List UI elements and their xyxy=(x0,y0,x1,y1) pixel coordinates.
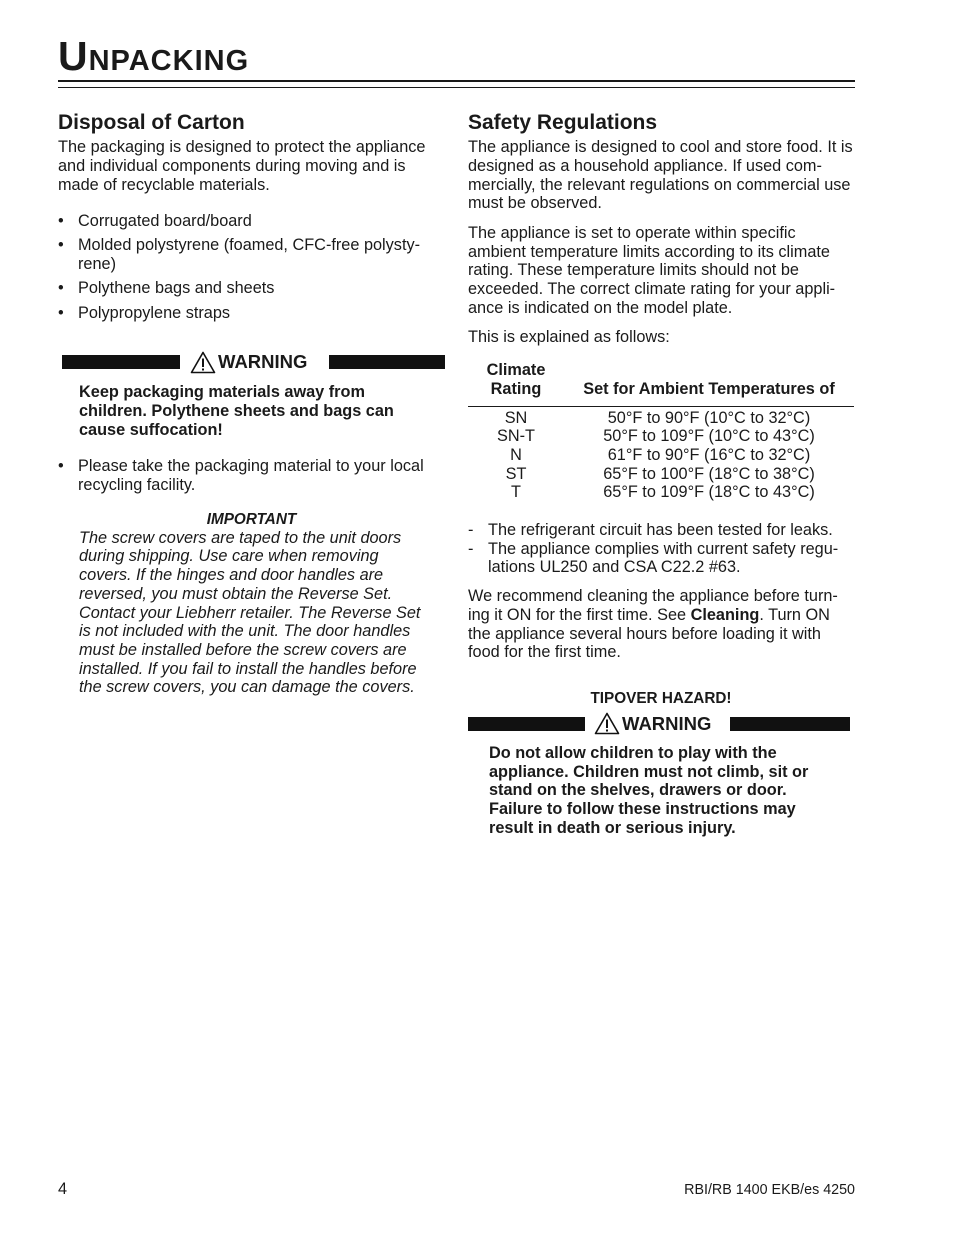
warning-banner xyxy=(58,350,446,374)
materials-list xyxy=(58,212,446,322)
rating-cell: SN xyxy=(504,408,528,427)
list-item-text: The refrigerant circuit has been tested for leaks. xyxy=(488,521,833,540)
table-header-row xyxy=(468,361,854,406)
warning-triangle-icon xyxy=(594,712,620,735)
warning-bar-left xyxy=(468,717,585,731)
list-item-text: Polythene bags and sheets xyxy=(78,279,275,298)
table-row xyxy=(468,483,854,502)
page-title: Unpacking xyxy=(58,33,250,79)
tipover-heading: TIPOVER HAZARD! xyxy=(590,689,732,707)
rating-cell: ST xyxy=(505,464,527,483)
cleaning-paragraph: We recommend cleaning the appliance before turn- ing it ON for the first time. See Cleaning. Turn ON the appliance several hours before loading it with food for the first time. xyxy=(468,587,838,662)
recycle-list xyxy=(58,457,446,494)
tipover-warning-text: Do not allow children to play with the appliance. Children must not climb, sit or stand on the shelves, drawers or door. Failure to follow these instructions may result in death or serious injury. xyxy=(489,743,809,837)
list-item-text: Molded polystyrene (foamed, CFC-free polysty- rene) xyxy=(78,236,421,274)
range-cell: 65°F to 100°F (18°C to 38°C) xyxy=(603,464,815,483)
range-cell: 65°F to 109°F (18°C to 43°C) xyxy=(603,483,815,502)
table-row xyxy=(468,406,854,427)
range-cell: 61°F to 90°F (16°C to 32°C) xyxy=(607,445,811,464)
title-rule-secondary xyxy=(58,87,855,88)
disposal-heading: Disposal of Carton xyxy=(58,111,245,134)
safety-heading: Safety Regulations xyxy=(468,111,658,134)
important-note xyxy=(79,511,424,697)
page-number: 4 xyxy=(58,1180,68,1198)
list-item-text: The appliance complies with current safety regu- lations UL250 and CSA C22.2 #63. xyxy=(488,539,839,577)
notes-list xyxy=(468,521,854,577)
rating-cell: N xyxy=(510,445,522,464)
title-rule xyxy=(58,80,855,82)
list-item: - The refrigerant circuit has been tested for leaks. xyxy=(468,521,833,540)
warning-bar-right xyxy=(730,717,850,731)
range-cell: 50°F to 109°F (10°C to 43°C) xyxy=(603,427,815,446)
list-item: - The appliance complies with current safety regu- lations UL250 and CSA C22.2 #63. xyxy=(468,539,839,577)
left-column xyxy=(58,111,446,697)
warning-bar-left xyxy=(62,355,180,369)
important-heading: IMPORTANT xyxy=(206,510,297,528)
list-item-text: Polypropylene straps xyxy=(78,303,231,322)
warning-bar-right xyxy=(329,355,445,369)
climate-table xyxy=(468,361,854,502)
table-row xyxy=(468,427,854,446)
rating-cell: T xyxy=(511,483,521,502)
warning-label: WARNING xyxy=(218,351,308,373)
list-item: • Polypropylene straps xyxy=(58,303,231,322)
safety-paragraph-3: This is explained as follows: xyxy=(468,328,670,347)
tipover-warning-banner xyxy=(468,712,854,736)
table-row xyxy=(468,446,854,465)
list-item: • Corrugated board/board xyxy=(58,212,252,231)
list-item: • Please take the packaging material to your local recycling facility. xyxy=(58,457,424,495)
table-row xyxy=(468,465,854,484)
warning-text: Keep packaging materials away from children. Polythene sheets and bags can cause suffocation! xyxy=(79,383,394,439)
model-number: RBI/RB 1400 EKB/es 4250 xyxy=(684,1182,855,1198)
list-item-text: Please take the packaging material to your local recycling facility. xyxy=(78,457,424,495)
climate-rating-header: Climate Rating xyxy=(486,361,546,398)
list-item: • Molded polystyrene (foamed, CFC-free polysty- rene) xyxy=(58,236,421,274)
cleaning-reference: Cleaning xyxy=(690,605,760,624)
disposal-intro: The packaging is designed to protect the appliance and individual components during moving and is made of recyclable materials. xyxy=(58,138,426,194)
temperature-header: Set for Ambient Temperatures of xyxy=(583,379,835,398)
important-text: The screw covers are taped to the unit doors during shipping. Use care when removing covers. If the hinges and door handles are reversed, you must obtain the Reverse Set. Contact your Liebherr retailer. The Reverse Set is not included with the unit. The door handles must be installed before the screw covers are installed. If you fail to install the handles before the screw covers, you can damage the covers. xyxy=(79,528,421,697)
list-item-text: Corrugated board/board xyxy=(78,212,252,231)
warning-triangle-icon xyxy=(190,351,216,374)
safety-paragraph-1: The appliance is designed to cool and store food. It is designed as a household appliance. If used com- mercially, the relevant regulations on commercial use must be observed. xyxy=(468,138,853,213)
safety-paragraph-2: The appliance is set to operate within specific ambient temperature limits according to its climate rating. These temperature limits should not be exceeded. The correct climate rating for your appli- ance is indicated on the model plate. xyxy=(468,223,836,317)
warning-label: WARNING xyxy=(622,712,712,734)
list-item: • Polythene bags and sheets xyxy=(58,279,275,298)
right-column xyxy=(468,111,854,837)
range-cell: 50°F to 90°F (10°C to 32°C) xyxy=(607,408,811,427)
rating-cell: SN-T xyxy=(497,427,535,446)
